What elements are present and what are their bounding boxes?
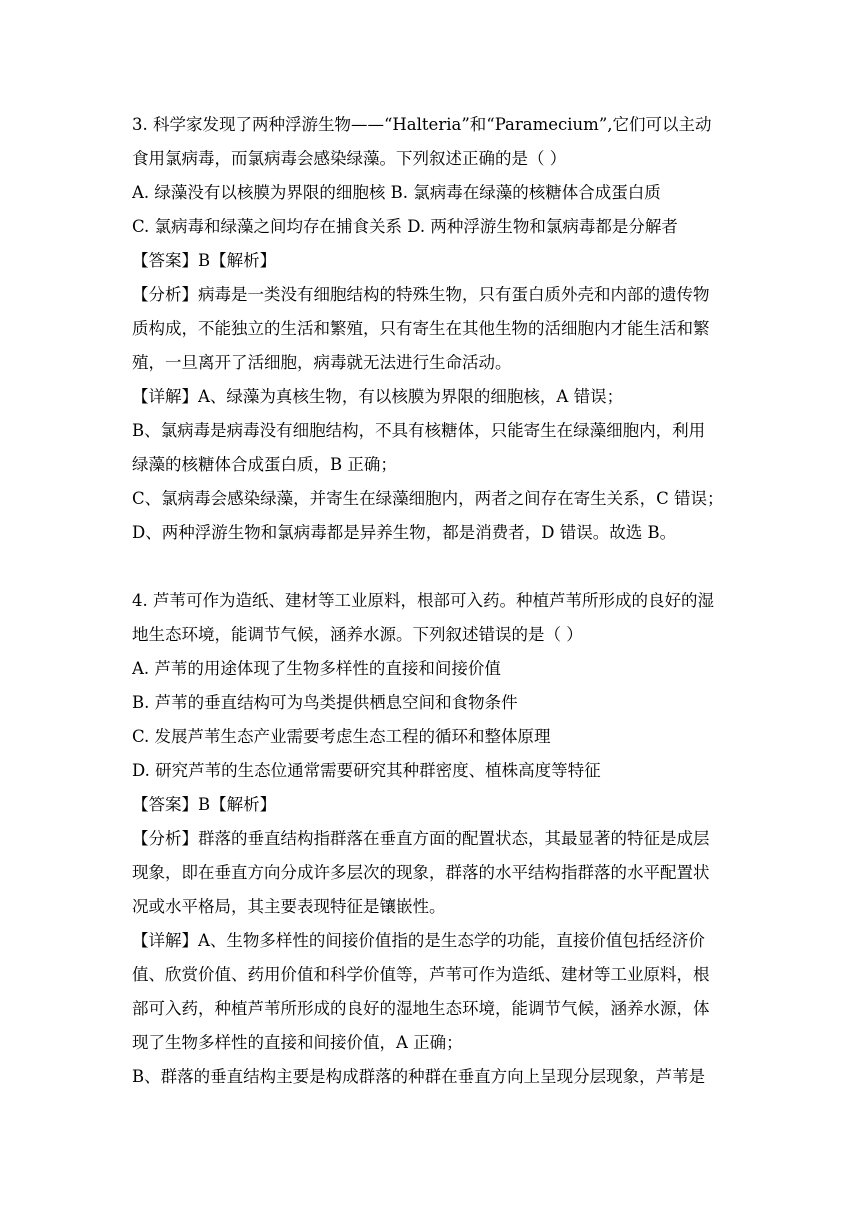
q3-analysis-line-3: 殖，一旦离开了活细胞，病毒就无法进行生命活动。 — [132, 353, 512, 372]
q4-analysis-line-3: 况或水平格局，其主要表现特征是镶嵌性。 — [132, 897, 446, 916]
q4-stem-line-1: 4. 芦苇可作为造纸、建材等工业原料，根部可入药。种植芦苇所形成的良好的湿 — [132, 591, 714, 610]
q3-stem-line-1: 3. 科学家发现了两种浮游生物——“Halteria”和“Paramecium”,它们可以主动 — [132, 115, 712, 134]
q4-analysis-line-2: 现象，即在垂直方向分成许多层次的现象，群落的水平结构指群落的水平配置状 — [132, 863, 710, 882]
q4-detail-line-5: B、群落的垂直结构主要是构成群落的种群在垂直方向上呈现分层现象，芦苇是 — [132, 1067, 706, 1086]
q4-option-d: D. 研究芦苇的生态位通常需要研究其种群密度、植株高度等特征 — [132, 761, 601, 780]
q4-option-a: A. 芦苇的用途体现了生物多样性的直接和间接价值 — [132, 659, 501, 678]
q4-detail-line-1: 【详解】A、生物多样性的间接价值指的是生态学的功能，直接价值包括经济价 — [132, 931, 705, 950]
q3-detail-line-5: D、两种浮游生物和氯病毒都是异养生物，都是消费者，D 错误。故选 B。 — [132, 523, 677, 542]
q3-stem-line-2: 食用氯病毒，而氯病毒会感染绿藻。下列叙述正确的是（ ） — [132, 149, 567, 168]
q4-detail-line-3: 部可入药，种植芦苇所形成的良好的湿地生态环境，能调节气候，涵养水源，体 — [132, 999, 710, 1018]
q4-option-c: C. 发展芦苇生态产业需要考虑生态工程的循环和整体原理 — [132, 727, 551, 746]
q3-detail-line-2: B、氯病毒是病毒没有细胞结构，不具有核糖体，只能寄生在绿藻细胞内，利用 — [132, 421, 706, 440]
q3-detail-line-3: 绿藻的核糖体合成蛋白质，B 正确； — [132, 455, 397, 474]
q4-detail-line-4: 现了生物多样性的直接和间接价值，A 正确； — [132, 1033, 463, 1052]
q4-option-b: B. 芦苇的垂直结构可为鸟类提供栖息空间和食物条件 — [132, 693, 518, 712]
q4-answer: 【答案】B【解析】 — [132, 795, 277, 814]
q4-stem-line-2: 地生态环境，能调节气候，涵养水源。下列叙述错误的是（ ） — [132, 625, 583, 644]
q3-answer: 【答案】B【解析】 — [132, 251, 277, 270]
q3-detail-line-1: 【详解】A、绿藻为真核生物，有以核膜为界限的细胞核，A 错误； — [132, 387, 624, 406]
q3-options-cd: C. 氯病毒和绿藻之间均存在捕食关系 D. 两种浮游生物和氯病毒都是分解者 — [132, 217, 678, 236]
q4-detail-line-2: 值、欣赏价值、药用价值和科学价值等，芦苇可作为造纸、建材等工业原料，根 — [132, 965, 710, 984]
q3-detail-line-4: C、氯病毒会感染绿藻，并寄生在绿藻细胞内，两者之间存在寄生关系，C 错误； — [132, 489, 724, 508]
q4-analysis-line-1: 【分析】群落的垂直结构指群落在垂直方面的配置状态，其最显著的特征是成层 — [132, 829, 710, 848]
q3-analysis-line-2: 质构成，不能独立的生活和繁殖，只有寄生在其他生物的活细胞内才能生活和繁 — [132, 319, 710, 338]
q3-options-ab: A. 绿藻没有以核膜为界限的细胞核 B. 氯病毒在绿藻的核糖体合成蛋白质 — [132, 183, 661, 202]
q3-analysis-line-1: 【分析】病毒是一类没有细胞结构的特殊生物，只有蛋白质外壳和内部的遗传物 — [132, 285, 710, 304]
